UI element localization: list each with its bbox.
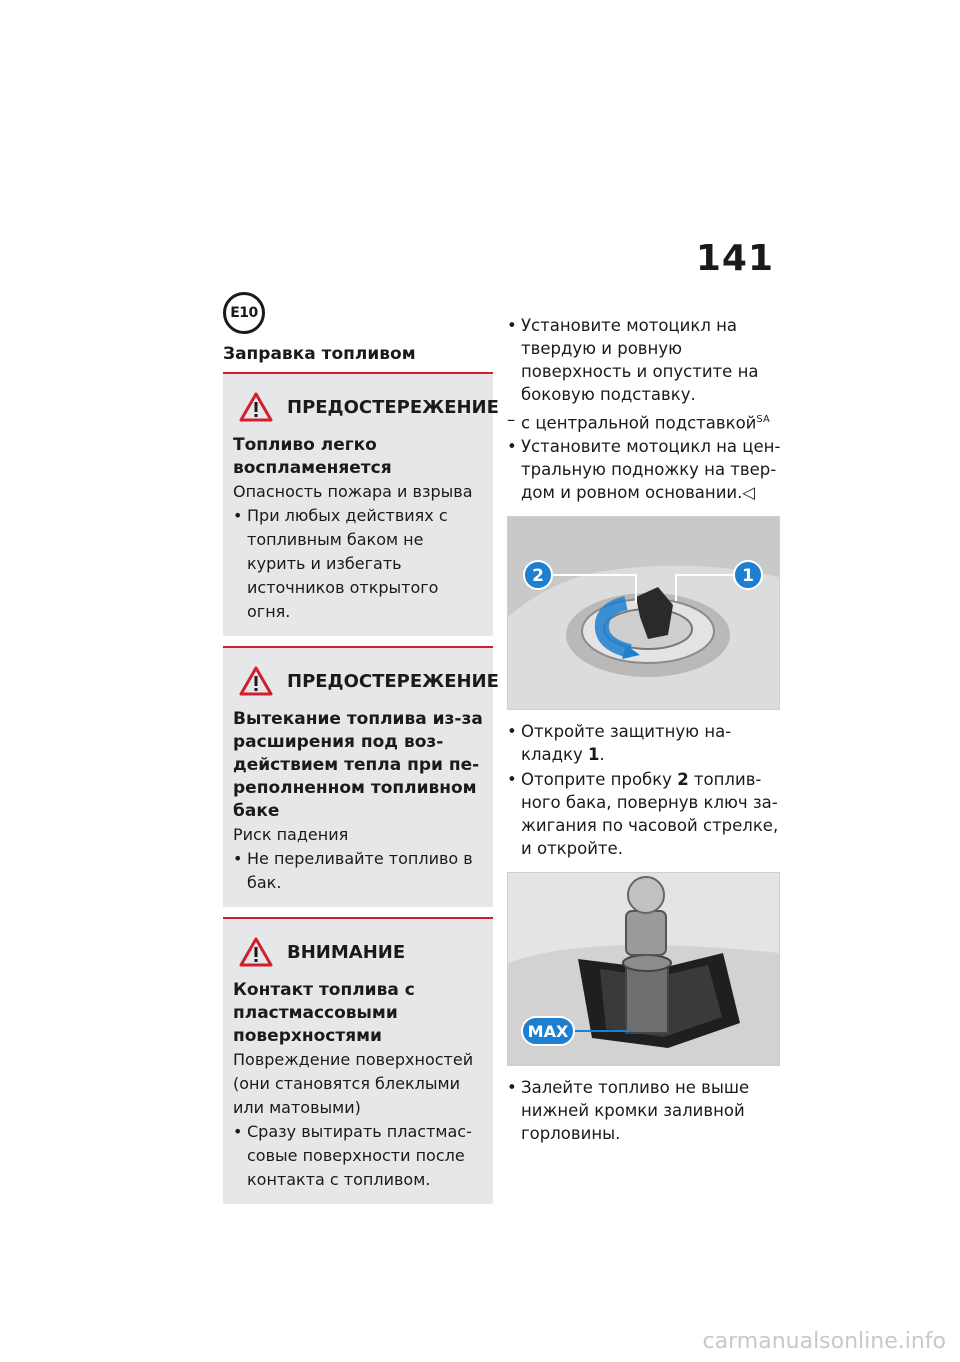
bullet-icon: • [507,1077,517,1097]
bullet-icon: • [507,436,517,456]
warning-header [239,666,499,696]
warning-instruction-text: При любых действиях с топливным баком не курить и избегать источников открытого огня. [247,506,448,621]
figure-fuel-filler [507,872,780,1066]
condition-item [507,408,783,435]
warning-box-3 [223,919,493,1204]
warning-label: ПРЕДОСТЕРЕЖЕНИЕ [287,396,499,418]
step-item [507,435,783,504]
callout-2-label: 2 [532,565,544,586]
bullet-icon: • [233,1122,243,1141]
step-item [507,720,783,766]
warning-triangle-icon [239,392,273,422]
callout-1-label: 1 [742,565,754,586]
warning-instruction [233,504,483,624]
reference-number: 1 [588,744,600,764]
fuel-filler-illustration [508,873,779,1065]
page-number: 141 [695,238,774,279]
fuel-cap-illustration [508,517,779,709]
option-superscript: SA [756,414,770,425]
section-title: Заправка топливом [223,344,416,364]
step-text: Установите мотоцикл на центральную подножку на твердом и ровном основании.◁ [521,436,781,502]
bullet-icon: • [507,721,517,741]
watermark: carmanualsonline.info [702,1329,946,1354]
warning-label: ПРЕДОСТЕРЕЖЕНИЕ [287,670,499,692]
bullet-icon: • [507,769,517,789]
bullet-icon: • [507,316,517,335]
bullet-icon: • [233,849,243,868]
warning-instruction-text: Сразу вытирать пластмассовые поверхности после контакта с топливом. [247,1122,472,1189]
warning-subject: Вытекание топлива из-за расширения под воздействием тепла при переполненном топливном баке [233,709,483,821]
warning-header [239,937,483,967]
right-column [507,314,783,1147]
warning-box-2 [223,648,499,907]
step-item [507,1076,783,1145]
warning-risk: Опасность пожара и взрыва [233,482,473,501]
step-item [507,768,783,860]
step-text: Залейте топливо не выше нижней кромки заливной горловины. [521,1077,750,1143]
left-column [223,292,499,1214]
condition-text: с центральной подставкой$^{SA}$ [521,413,770,433]
e10-fuel-badge-icon [223,292,265,334]
step-text: Отоприте пробку 2 топливного бака, повернув ключ зажигания по часовой стрелке, и откройте. [521,769,779,858]
e10-badge-label: E10 [230,305,258,321]
warning-box-1 [223,374,499,636]
caution-triangle-icon [239,937,273,967]
max-label: MAX [527,1021,569,1041]
warning-subject: Контакт топлива с пластмассовыми поверхностями [233,980,415,1046]
dash-icon: – [507,410,516,429]
warning-subject: Топливо легко воспламеняется [233,435,392,478]
step-text: Установите мотоцикл на твердую и ровную поверхность и опустите на боковую подставку. [521,316,759,404]
warning-risk: Повреждение поверхностей (они становятся блеклыми или матовыми) [233,1050,474,1117]
step-text: Откройте защитную накладку 1. [521,721,732,764]
step-item [507,314,783,406]
warning-instruction [233,1120,483,1192]
figure-fuel-cap [507,516,780,710]
warning-header [239,392,499,422]
warning-label: ВНИМАНИЕ [287,941,406,963]
warning-instruction [233,847,483,895]
bullet-icon: • [233,506,243,525]
warning-risk: Риск падения [233,825,349,844]
warning-triangle-icon [239,666,273,696]
reference-number: 2 [677,769,689,789]
warning-instruction-text: Не переливайте топливо в бак. [247,849,473,892]
